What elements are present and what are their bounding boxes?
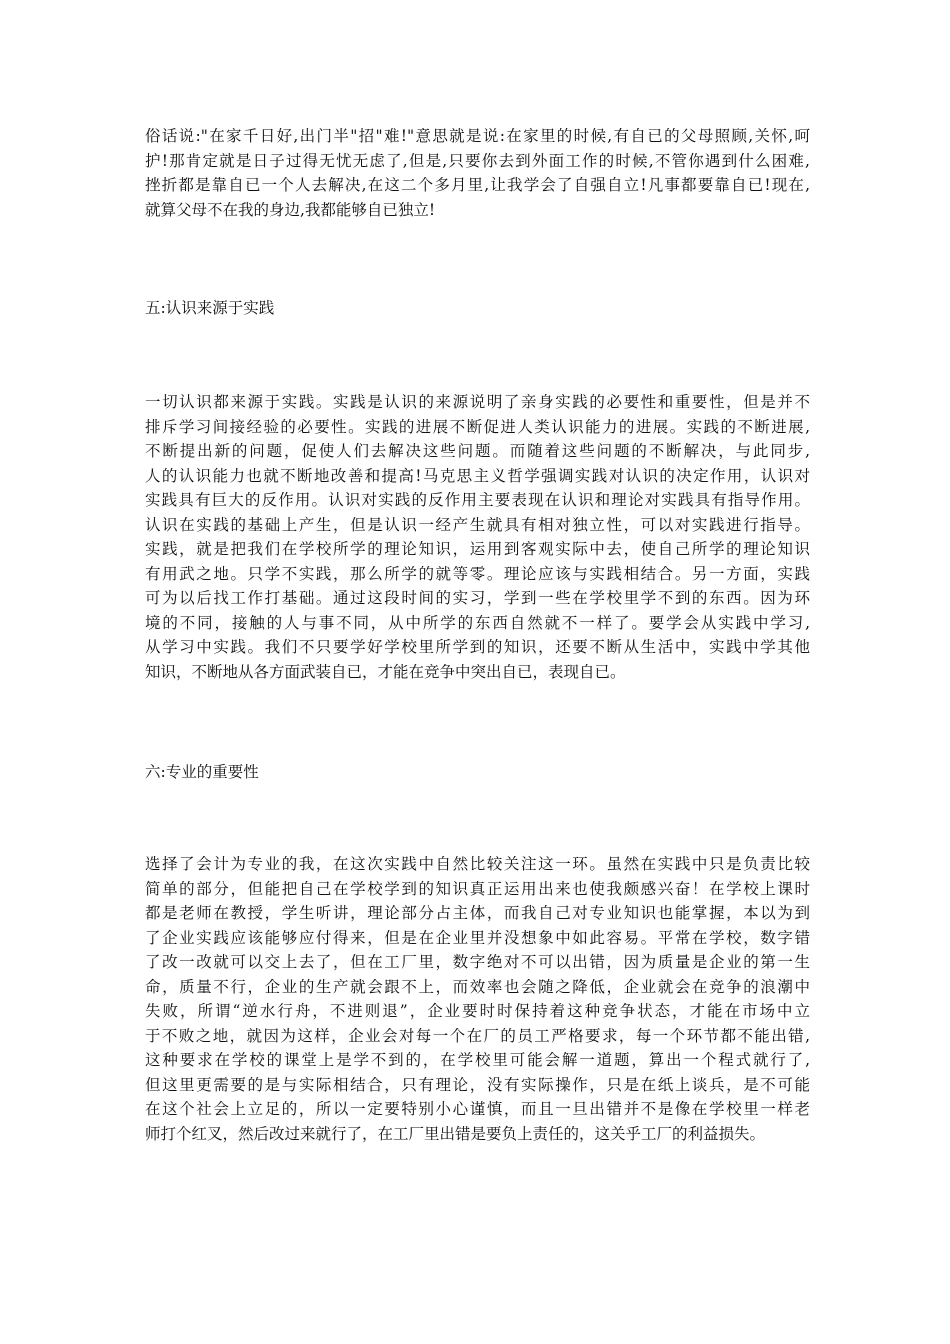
- paragraph-line: 在这个社会上立足的，所以一定要特别小心谨慎，而且一旦出错并不是像在学校里一样老: [145, 1100, 810, 1118]
- paragraph-line: 可为以后找工作打基础。通过这段时间的实习，学到一些在学校里学不到的东西。因为环: [145, 589, 810, 607]
- paragraph-independence: [145, 124, 810, 222]
- paragraph-line: 境的不同，接触的人与事不同，从中所学的东西自然就不一样了。要学会从实践中学习,: [145, 613, 810, 632]
- section-heading-6: 六:专业的重要性: [145, 763, 259, 781]
- paragraph-line: 从学习中实践。我们不只要学好学校里所学到的知识，还要不断从生活中，实践中学其他: [145, 638, 810, 656]
- paragraph-line: 于不败之地，就因为这样，企业会对每一个在厂的员工严格要求，每一个环节都不能出错,: [145, 1026, 810, 1045]
- paragraph-line: 实践，就是把我们在学校所学的理论知识，运用到客观实际中去，使自己所学的理论知识: [145, 540, 810, 558]
- paragraph-line: 护!那肯定就是日子过得无忧无虑了,但是,只要你去到外面工作的时候,不管你遇到什么困难,: [145, 151, 810, 170]
- paragraph-line: 师打个红叉，然后改过来就行了，在工厂里出错是要负上责任的，这关乎工厂的利益损失。: [145, 1124, 766, 1143]
- paragraph-line: 但这里更需要的是与实际相结合，只有理论，没有实际操作，只是在纸上谈兵，是不可能: [145, 1075, 810, 1094]
- paragraph-line: 挫折都是靠自已一个人去解决,在这二个多月里,让我学会了自强自立!凡事都要靠自已!现在,: [145, 176, 810, 194]
- paragraph-line: 了改一改就可以交上去了，但在工厂里，数字绝对不可以出错，因为质量是企业的第一生: [145, 953, 810, 971]
- paragraph-line: 一切认识都来源于实践。实践是认识的来源说明了亲身实践的必要性和重要性，但是并不: [145, 393, 810, 411]
- paragraph-line: 选择了会计为专业的我，在这次实践中自然比较关注这一环。虽然在实践中只是负责比较: [145, 855, 810, 873]
- paragraph-line: 这种要求在学校的课堂上是学不到的，在学校里可能会解一道题，算出一个程式就行了,: [145, 1051, 810, 1069]
- paragraph-line: 了企业实践应该能够应付得来，但是在企业里并没想象中如此容易。平常在学校，数字错: [145, 928, 810, 947]
- paragraph-line: 简单的部分，但能把自己在学校学到的知识真正运用出来也使我颇感兴奋！在学校上课时: [145, 879, 810, 898]
- paragraph-line: 实践具有巨大的反作用。认识对实践的反作用主要表现在认识和理论对实践具有指导作用。: [145, 491, 810, 509]
- section-heading-5: 五:认识来源于实践: [145, 299, 275, 317]
- paragraph-line: 俗话说:"在家千日好,出门半"招"难!"意思就是说:在家里的时候,有自已的父母照顾,关怀,呵: [145, 127, 810, 145]
- paragraph-line: 排斥学习间接经验的必要性。实践的进展不断促进人类认识能力的进展。实践的不断进展,: [145, 417, 810, 436]
- paragraph-line: 知识，不断地从各方面武装自已，才能在竞争中突出自已，表现自已。: [145, 662, 626, 681]
- paragraph-practice: [145, 390, 810, 684]
- paragraph-major-importance: [145, 852, 810, 1146]
- paragraph-line: 命，质量不行，企业的生产就会跟不上，而效率也会随之降低，企业就会在竞争的浪潮中: [145, 977, 810, 996]
- paragraph-line: 认识在实践的基础上产生，但是认识一经产生就具有相对独立性，可以对实践进行指导。: [145, 515, 810, 534]
- paragraph-line: 不断提出新的问题，促使人们去解决这些问题。而随着这些问题的不断解决，与此同步,: [145, 442, 810, 460]
- paragraph-line: 人的认识能力也就不断地改善和提高!马克思主义哲学强调实践对认识的决定作用，认识对: [145, 466, 810, 485]
- paragraph-line: 就算父母不在我的身边,我都能够自已独立!: [145, 200, 436, 219]
- paragraph-line: 有用武之地。只学不实践，那么所学的就等零。理论应该与实践相结合。另一方面，实践: [145, 564, 810, 583]
- paragraph-line: 失败，所谓“逆水行舟，不进则退”，企业要时时保持着这种竞争状态，才能在市场中立: [145, 1002, 810, 1020]
- paragraph-line: 都是老师在教授，学生听讲，理论部分占主体，而我自己对专业知识也能掌握，本以为到: [145, 904, 810, 922]
